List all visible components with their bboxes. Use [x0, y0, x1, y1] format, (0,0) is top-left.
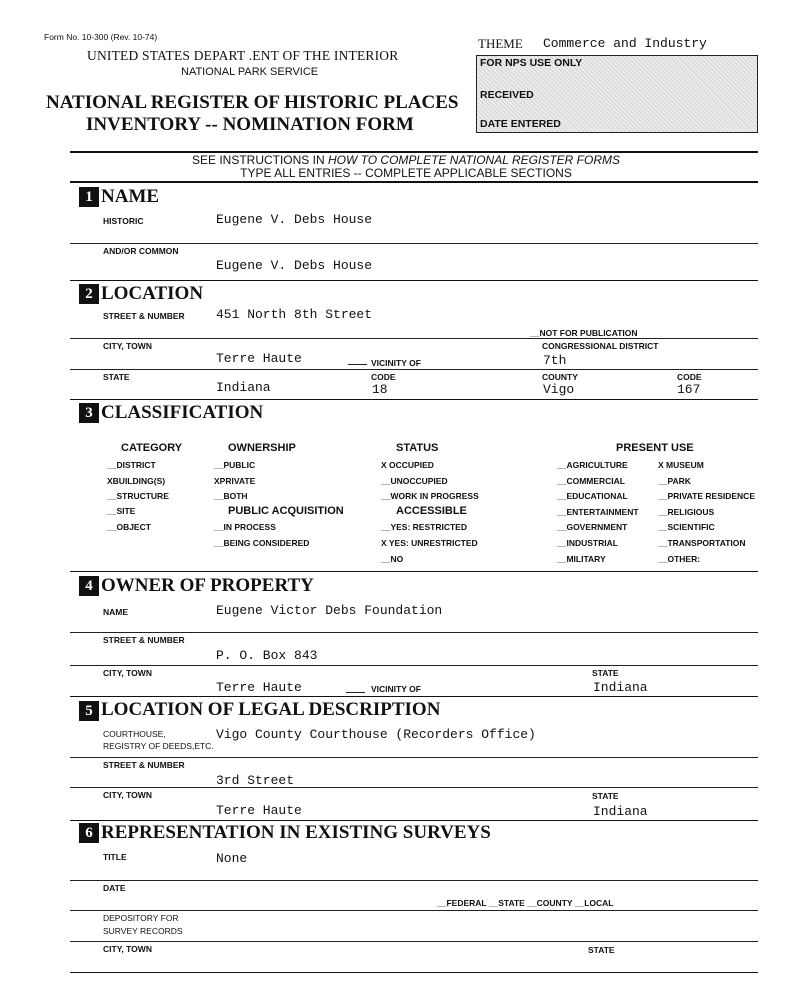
survey-records-label: SURVEY RECORDS: [103, 926, 183, 936]
divider: [70, 338, 758, 339]
use-scientific[interactable]: __SCIENTIFIC: [658, 522, 715, 532]
county-code-label: CODE: [677, 372, 702, 382]
nps-use-only-box: [476, 55, 758, 133]
owner-state-value: Indiana: [593, 680, 648, 695]
instructions-line1: [0, 153, 812, 167]
legal-state-value: Indiana: [593, 804, 648, 819]
use-park[interactable]: __PARK: [658, 476, 691, 486]
common-name-value: Eugene V. Debs House: [216, 258, 373, 273]
owner-city-value: Terre Haute: [216, 680, 302, 695]
congressional-district-label: CONGRESSIONAL DISTRICT: [542, 341, 659, 351]
section-number-5: 5: [79, 701, 99, 721]
survey-levels[interactable]: __FEDERAL __STATE __COUNTY __LOCAL: [437, 898, 614, 908]
form-subtitle: INVENTORY -- NOMINATION FORM: [86, 114, 414, 135]
divider: [70, 787, 758, 788]
depository-label: DEPOSITORY FOR: [103, 913, 179, 923]
divider: [70, 757, 758, 758]
owner-street-value: P. O. Box 843: [216, 648, 318, 663]
acquisition-in-process[interactable]: __IN PROCESS: [214, 522, 276, 532]
registry-label: REGISTRY OF DEEDS,ETC.: [103, 741, 214, 751]
vicinity-blank: [348, 364, 367, 365]
category-object[interactable]: __OBJECT: [107, 522, 151, 532]
status-heading: STATUS: [396, 442, 439, 454]
legal-street-label: STREET & NUMBER: [103, 760, 185, 770]
ownership-both[interactable]: __BOTH: [214, 491, 248, 501]
city-value: Terre Haute: [216, 351, 302, 366]
divider: [70, 880, 758, 881]
owner-state-label: STATE: [592, 668, 619, 678]
section-title-surveys: REPRESENTATION IN EXISTING SURVEYS: [101, 822, 491, 843]
section-number-3: 3: [79, 403, 99, 423]
legal-city-value: Terre Haute: [216, 803, 302, 818]
section-number-6: 6: [79, 823, 99, 843]
divider: [70, 910, 758, 911]
vicinity-blank: [346, 692, 365, 693]
section-number-2: 2: [79, 284, 99, 304]
accessible-unrestricted[interactable]: X YES: UNRESTRICTED: [381, 538, 478, 548]
accessible-no[interactable]: __NO: [381, 554, 404, 564]
divider: [70, 399, 758, 400]
congressional-district-value: 7th: [543, 353, 567, 368]
category-structure[interactable]: __STRUCTURE: [107, 491, 169, 501]
section-title-location: LOCATION: [101, 283, 204, 304]
state-value: Indiana: [216, 380, 271, 395]
street-number-label: STREET & NUMBER: [103, 311, 185, 321]
use-industrial[interactable]: __INDUSTRIAL: [557, 538, 618, 548]
theme-label: THEME: [478, 36, 523, 51]
legal-city-label: CITY, TOWN: [103, 790, 152, 800]
street-value: 451 North 8th Street: [216, 307, 373, 322]
service-name: NATIONAL PARK SERVICE: [181, 66, 319, 78]
common-name-label: AND/OR COMMON: [103, 246, 179, 256]
present-use-heading: PRESENT USE: [616, 442, 694, 454]
category-building[interactable]: XBUILDING(S): [107, 476, 166, 486]
survey-title-label: TITLE: [103, 852, 127, 862]
nps-use-only-label: FOR NPS USE ONLY: [480, 57, 583, 69]
category-site[interactable]: __SITE: [107, 506, 136, 516]
owner-city-label: CITY, TOWN: [103, 668, 152, 678]
ownership-private[interactable]: XPRIVATE: [214, 476, 256, 486]
divider: [70, 665, 758, 666]
use-religious[interactable]: __RELIGIOUS: [658, 507, 715, 517]
survey-state-label: STATE: [588, 945, 615, 955]
county-label: COUNTY: [542, 372, 578, 382]
historic-name-value: Eugene V. Debs House: [216, 212, 373, 227]
county-code-value: 167: [677, 382, 701, 397]
city-town-label: CITY, TOWN: [103, 341, 152, 351]
accessible-heading: ACCESSIBLE: [396, 505, 467, 517]
legal-state-label: STATE: [592, 791, 619, 801]
legal-street-value: 3rd Street: [216, 773, 295, 788]
use-other[interactable]: __OTHER:: [658, 554, 701, 564]
divider: [70, 972, 758, 973]
instructions-prefix: SEE INSTRUCTIONS IN: [191, 153, 328, 167]
use-educational[interactable]: __EDUCATIONAL: [557, 491, 628, 501]
section-number-4: 4: [79, 576, 99, 596]
public-acquisition-heading: PUBLIC ACQUISITION: [228, 505, 344, 517]
ownership-heading: OWNERSHIP: [228, 442, 296, 454]
divider: [70, 181, 758, 183]
status-unoccupied[interactable]: __UNOCCUPIED: [381, 476, 448, 486]
courthouse-label: COURTHOUSE,: [103, 729, 166, 739]
historic-label: HISTORIC: [103, 216, 144, 226]
survey-city-label: CITY, TOWN: [103, 944, 152, 954]
section-number-1: 1: [79, 187, 99, 207]
owner-name-value: Eugene Victor Debs Foundation: [216, 603, 443, 618]
owner-name-label: NAME: [103, 607, 129, 617]
courthouse-value: Vigo County Courthouse (Recorders Office): [216, 727, 536, 742]
owner-street-label: STREET & NUMBER: [103, 635, 185, 645]
accessible-restricted[interactable]: __YES: RESTRICTED: [381, 522, 467, 532]
owner-vicinity-label: VICINITY OF: [371, 684, 421, 694]
form-number: Form No. 10-300 (Rev. 10-74): [44, 32, 158, 42]
use-private-residence[interactable]: __PRIVATE RESIDENCE: [658, 491, 755, 501]
section-title-legal-description: LOCATION OF LEGAL DESCRIPTION: [101, 699, 441, 720]
state-code-value: 18: [372, 382, 388, 397]
state-label: STATE: [103, 372, 130, 382]
use-transportation[interactable]: __TRANSPORTATION: [658, 538, 746, 548]
theme-value: Commerce and Industry: [543, 36, 707, 51]
category-heading: CATEGORY: [121, 442, 183, 454]
survey-date-label: DATE: [103, 883, 126, 893]
divider: [70, 820, 758, 821]
status-work-in-progress[interactable]: __WORK IN PROGRESS: [381, 491, 479, 501]
instructions-line2: TYPE ALL ENTRIES -- COMPLETE APPLICABLE SECTIONS: [240, 166, 572, 180]
use-military[interactable]: __MILITARY: [557, 554, 606, 564]
use-commercial[interactable]: __COMMERCIAL: [557, 476, 626, 486]
form-title: NATIONAL REGISTER OF HISTORIC PLACES: [46, 92, 459, 113]
use-agriculture[interactable]: __AGRICULTURE: [557, 460, 628, 470]
acquisition-being-considered[interactable]: __BEING CONSIDERED: [214, 538, 310, 548]
section-title-name: NAME: [101, 186, 160, 207]
divider: [70, 941, 758, 942]
use-entertainment[interactable]: __ENTERTAINMENT: [557, 507, 639, 517]
not-for-publication: __NOT FOR PUBLICATION: [530, 328, 638, 338]
category-district[interactable]: __DISTRICT: [107, 460, 156, 470]
divider: [70, 696, 758, 697]
department-name: UNITED STATES DEPART .ENT OF THE INTERIOR: [87, 48, 399, 63]
county-value: Vigo: [543, 382, 575, 397]
section-title-classification: CLASSIFICATION: [101, 402, 264, 423]
divider: [70, 369, 758, 370]
divider: [70, 632, 758, 633]
instructions-italic: HOW TO COMPLETE NATIONAL REGISTER FORMS: [327, 153, 621, 167]
survey-title-value: None: [216, 851, 248, 866]
vicinity-of-label: VICINITY OF: [371, 358, 421, 368]
received-label: RECEIVED: [480, 89, 534, 101]
divider: [70, 571, 758, 572]
section-title-owner: OWNER OF PROPERTY: [101, 575, 314, 596]
state-code-label: CODE: [371, 372, 396, 382]
use-government[interactable]: __GOVERNMENT: [557, 522, 628, 532]
divider: [70, 280, 758, 281]
divider: [70, 243, 758, 244]
use-museum[interactable]: X MUSEUM: [658, 460, 704, 470]
status-occupied[interactable]: X OCCUPIED: [381, 460, 434, 470]
date-entered-label: DATE ENTERED: [480, 118, 561, 130]
ownership-public[interactable]: __PUBLIC: [214, 460, 256, 470]
